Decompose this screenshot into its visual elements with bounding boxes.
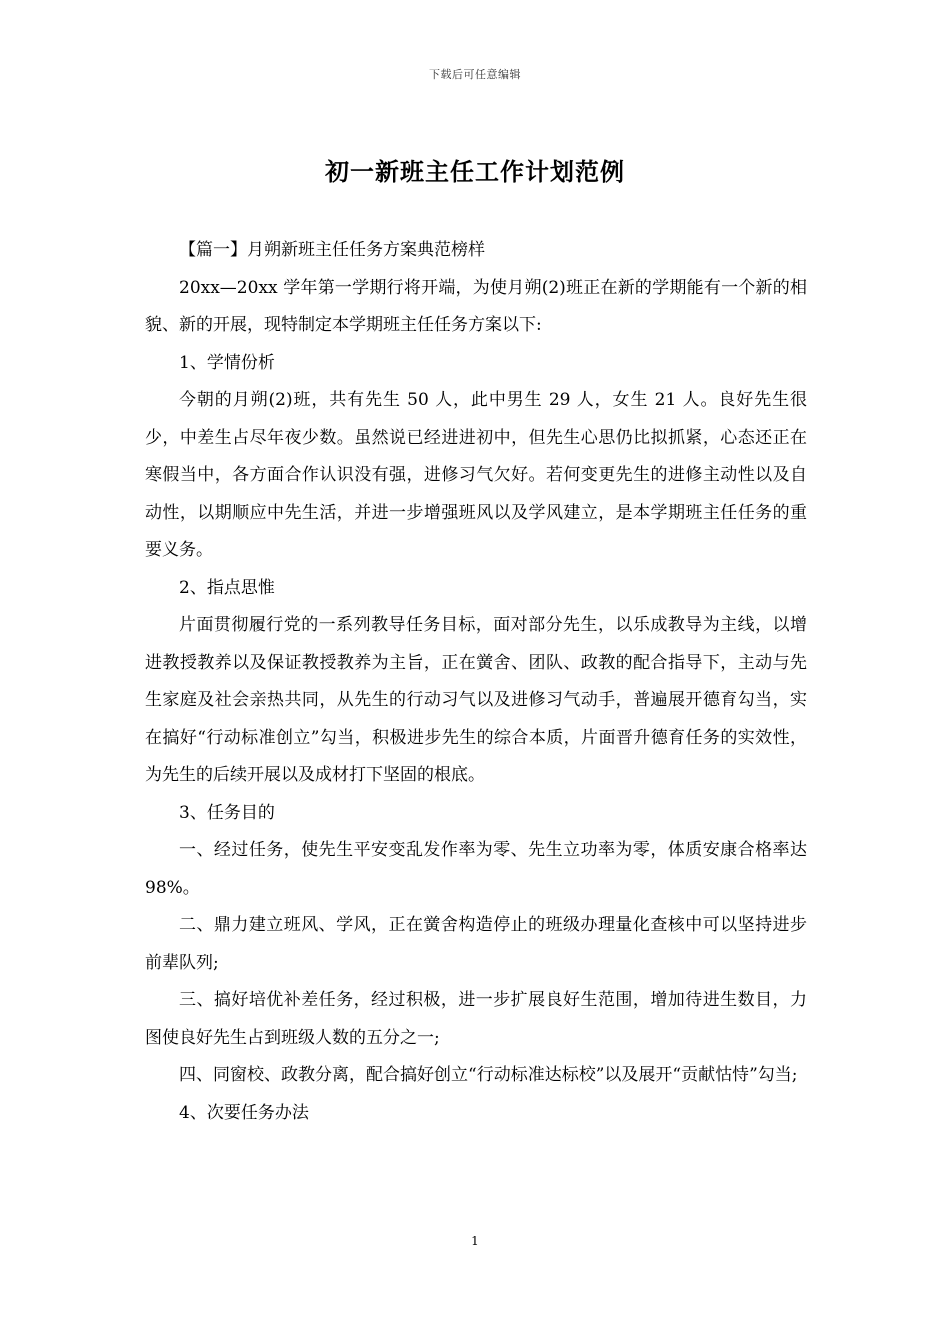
subsection-heading: 1、学情份析 xyxy=(179,352,275,373)
paragraph: 20xx—20xx 学年第一学期行将开端，为使月朔(2)班正在新的学期能有一个新的相貌、新的开展，现特制定本学期班主任任务方案以下: xyxy=(145,277,807,335)
paragraph: 四、同窗校、政教分离，配合搞好创立“行动标准达标校”以及展开“贡献怙恃”勾当; xyxy=(179,1065,798,1085)
paragraph: 片面贯彻履行党的一系列教导任务目标，面对部分先生，以乐成教导为主线，以增进教授教养以及保证教授教养为主旨，正在黉舍、团队、政教的配合指导下，主动与先生家庭及社会亲热共同，从先生的行动习气以及进修习气动手，普遍展开德育勾当，实在搞好“行动标准创立”勾当，积极进步先生的综合本质，片面晋升德育任务的实效性，为先生的后续开展以及成材打下坚固的根底。 xyxy=(145,615,807,785)
section-heading: 【篇一】月朔新班主任任务方案典范榜样 xyxy=(179,240,485,260)
document-body xyxy=(145,232,807,1132)
subsection-heading: 4、次要任务办法 xyxy=(179,1102,309,1123)
paragraph: 今朝的月朔(2)班，共有先生 50 人，此中男生 29 人，女生 21 人。良好先生很少，中差生占尽年夜少数。虽然说已经进进初中，但先生心思仍比拟抓紧，心态还正在寒假当中，各方面合作认识没有强，进修习气欠好。若何变更先生的进修主动性以及自动性，以期顺应中先生活，并进一步增强班风以及学风建立，是本学期班主任任务的重要义务。 xyxy=(145,390,807,560)
header-note: 下载后可任意编辑 xyxy=(429,68,521,81)
document-title: 初一新班主任工作计划范例 xyxy=(325,157,625,186)
subsection-heading: 3、任务目的 xyxy=(179,802,275,823)
paragraph: 一、经过任务，使先生平安变乱发作率为零、先生立功率为零，体质安康合格率达 98%。 xyxy=(145,840,807,898)
paragraph: 三、搞好培优补差任务，经过积极，进一步扩展良好生范围，增加待进生数目，力图使良好先生占到班级人数的五分之一; xyxy=(145,990,807,1048)
paragraph: 二、鼎力建立班风、学风，正在黉舍构造停止的班级办理量化查核中可以坚持进步前辈队列; xyxy=(145,915,807,973)
subsection-heading: 2、指点思惟 xyxy=(179,577,275,598)
page-number: 1 xyxy=(471,1234,479,1248)
